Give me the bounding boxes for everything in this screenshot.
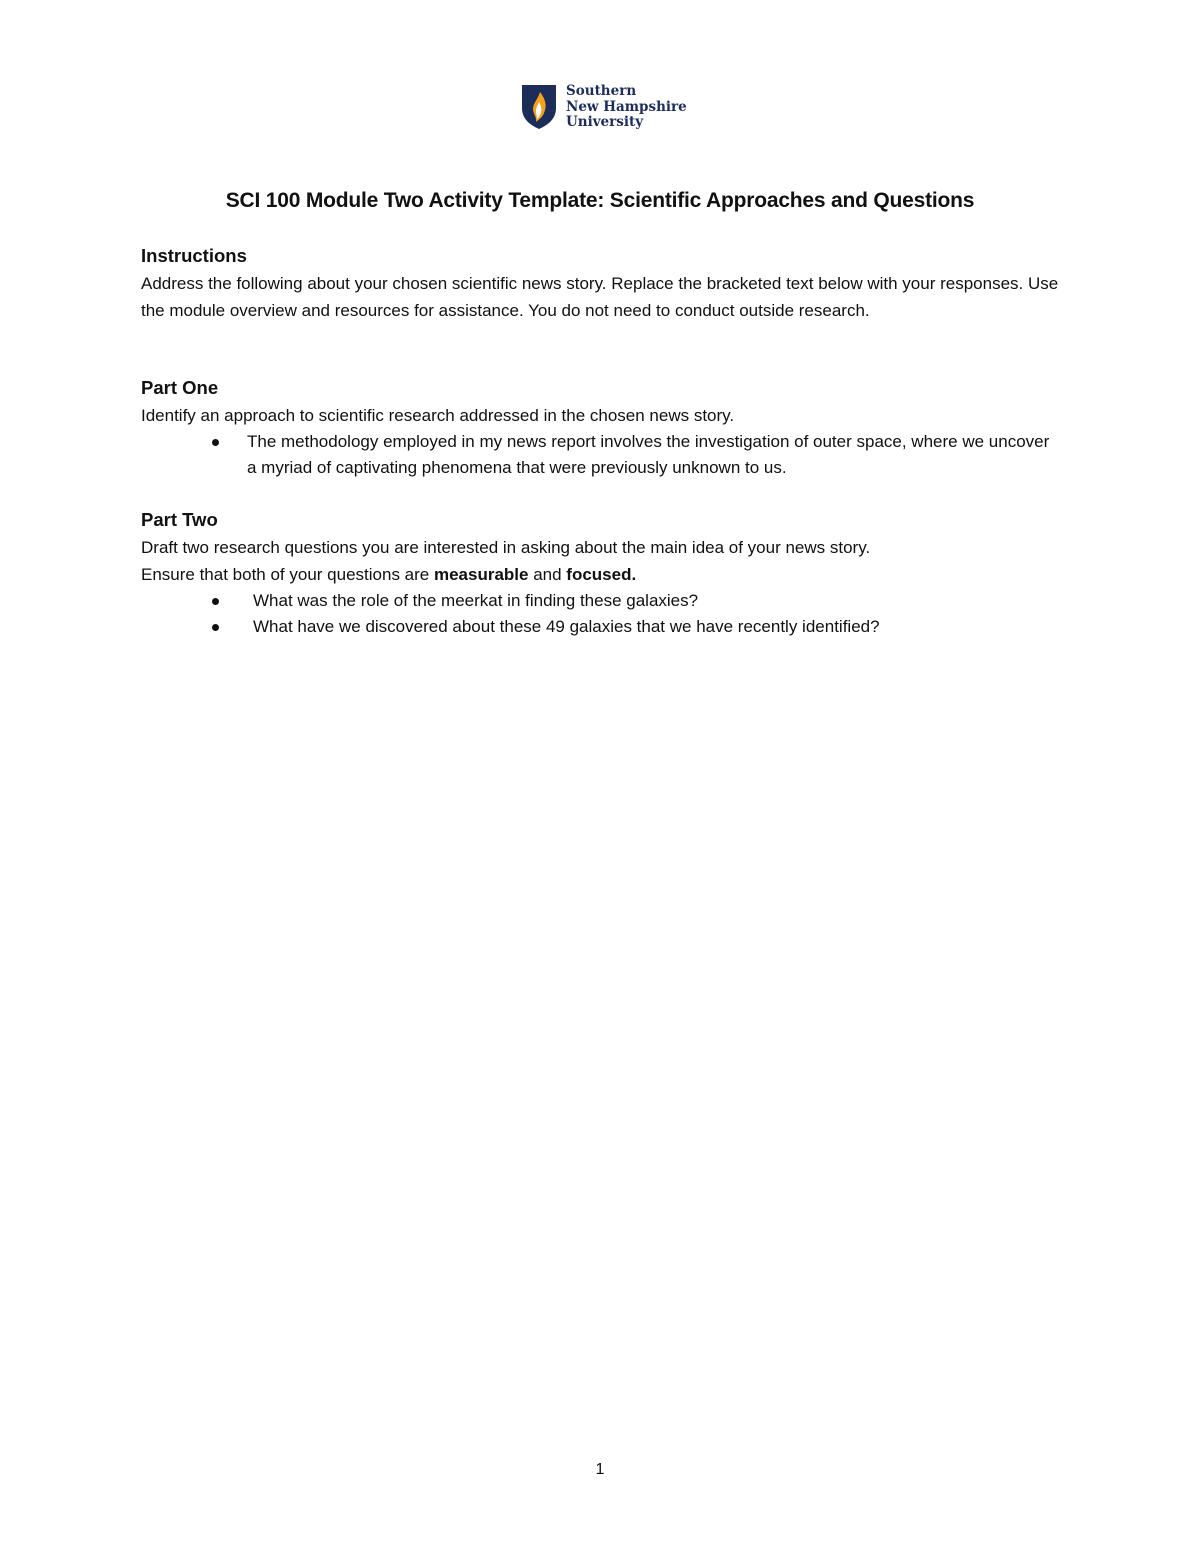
prompt-text: Ensure that both of your questions are — [141, 565, 434, 584]
list-item — [141, 588, 1061, 614]
emphasis-measurable: measurable — [433, 565, 529, 584]
part-two-prompt-line2 — [141, 561, 1061, 588]
prompt-period: . — [631, 565, 637, 584]
university-logo — [521, 84, 687, 131]
shield-flame-icon — [521, 84, 557, 130]
logo-line-1: Southern — [566, 83, 637, 99]
list-item — [141, 429, 1061, 481]
prompt-text: and — [528, 565, 567, 584]
emphasis-focused: focused — [566, 565, 632, 584]
bullet-icon — [212, 624, 219, 631]
instructions-section — [141, 242, 1061, 324]
part-one-bullet-text: The methodology employed in my news report involves the investigation of outer space, where we uncover a myriad of captivating phenomena that were previously unknown to us. — [247, 432, 1050, 477]
part-two-bullet-text: What have we discovered about these 49 galaxies that we have recently identified? — [253, 617, 880, 636]
instructions-heading: Instructions — [141, 245, 247, 266]
page-number: 1 — [595, 1461, 605, 1478]
document-title: SCI 100 Module Two Activity Template: Scientific Approaches and Questions — [225, 189, 975, 212]
part-two-section — [141, 506, 1061, 640]
part-one-bullet-list — [141, 429, 1061, 481]
part-two-prompt-line1: Draft two research questions you are interested in asking about the main idea of your news story. — [141, 538, 871, 557]
part-two-bullet-text: What was the role of the meerkat in finding these galaxies? — [253, 591, 699, 610]
logo-line-3: University — [566, 114, 644, 130]
bullet-icon — [212, 439, 219, 446]
instructions-body: Address the following about your chosen scientific news story. Replace the bracketed text below with your responses. Use the module overview and resources for assistance. You do not need to conduct outside research. — [141, 274, 1059, 320]
part-one-section — [141, 374, 1061, 481]
logo-line-2: New Hampshire — [566, 98, 687, 115]
part-two-heading: Part Two — [141, 509, 218, 530]
bullet-icon — [212, 598, 219, 605]
part-two-bullet-list — [141, 588, 1061, 640]
logo-wordmark — [566, 84, 687, 131]
list-item — [141, 614, 1061, 640]
part-one-heading: Part One — [141, 377, 219, 398]
part-one-prompt: Identify an approach to scientific research addressed in the chosen news story. — [141, 406, 735, 425]
